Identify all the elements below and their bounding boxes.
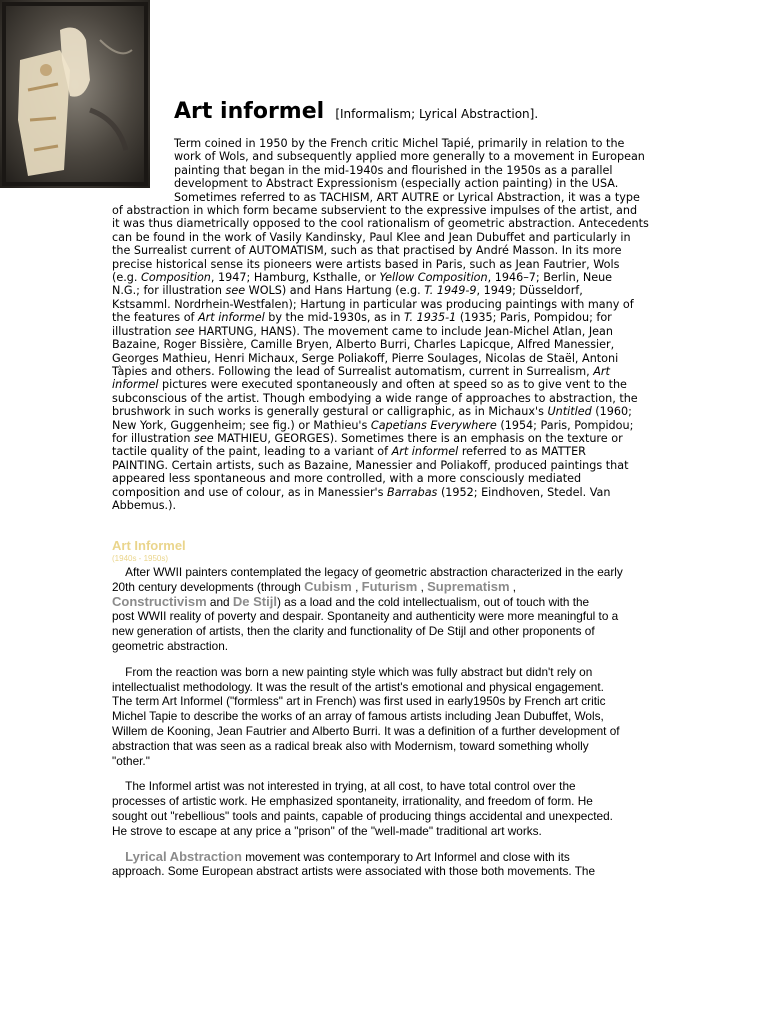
paragraph-line: [112, 754, 660, 769]
line-text: HARTUNG, HANS). The movement came to include Jean-Michel Atlan, Jean: [194, 324, 613, 338]
entry-line: [112, 432, 657, 445]
italic-text: T. 1949-9: [424, 284, 477, 298]
movement-keyword: Futurism: [361, 578, 418, 594]
line-text: (1952; Eindhoven, Stedel. Van: [437, 485, 611, 499]
title-subtitle: [Informalism; Lyrical Abstraction].: [335, 107, 539, 121]
paragraph-line: [112, 609, 660, 624]
entry-line: [112, 284, 657, 297]
entry-line: [112, 311, 657, 324]
paragraph-line: [112, 665, 660, 680]
line-text: ) as a load and the cold intellectualism, out of touch with the: [276, 594, 590, 609]
entry-line: [112, 150, 657, 163]
italic-text: see: [225, 284, 246, 298]
entry-line: [112, 445, 657, 458]
line-text: The term Art Informel ("formless" art in French) was first used in early1950s by French art critic: [112, 694, 606, 709]
line-text: development to Abstract Expressionism (especially action painting) in the USA.: [174, 177, 619, 191]
title-main: Art informel: [174, 99, 325, 124]
line-text: After WWII painters contemplated the legacy of geometric abstraction characterized in the early: [112, 565, 623, 579]
line-text: ,: [509, 579, 517, 594]
italic-text: T. 1935-1: [404, 311, 457, 325]
entry-line: [112, 325, 657, 338]
entry-line: [112, 298, 657, 311]
paragraph-line: [112, 624, 660, 639]
entry-line: [112, 365, 657, 378]
entry-line: [112, 419, 657, 432]
line-text: work of Wols, and subsequently applied more generally to a movement in European: [174, 150, 645, 164]
line-text: intellectualist methodology. It was the result of the artist's emotional and physical engagement.: [112, 679, 604, 694]
line-text: of abstraction in which form became subservient to the expressive impulses of the artist, and: [112, 204, 638, 218]
line-text: composition and use of colour, as in Manessier's: [112, 485, 388, 499]
art-informel-section: [112, 538, 660, 890]
line-text: Abbemus.).: [112, 498, 177, 512]
entry-line: [112, 499, 657, 512]
line-text: and: [206, 594, 233, 609]
italic-text: see: [194, 431, 214, 445]
line-text: N.G.; for illustration: [112, 284, 226, 298]
line-text: referred to as MATTER: [458, 445, 586, 459]
line-text: new generation of artists, then the clarity and functionality of De Stijl and other proponents of: [112, 624, 595, 639]
line-text: , 1946–7; Berlin, Neue: [487, 271, 613, 285]
line-text: tactile quality of the paint, leading to a variant of: [112, 445, 392, 459]
paragraph-line: [112, 595, 660, 610]
paragraph-line: [112, 864, 660, 879]
line-text: 20th century developments (through: [112, 579, 305, 594]
line-text: processes of artistic work. He emphasized spontaneity, irrationality, and freedom of form. He: [112, 794, 593, 809]
line-text: the Surrealist current of AUTOMATISM, such as that practised by André Masson. In its more: [112, 244, 622, 258]
entry-line: [112, 217, 657, 230]
entry-line: [112, 405, 657, 418]
line-text: (1935; Paris, Pompidou; for: [456, 311, 612, 325]
dictionary-entry-text: [112, 137, 657, 512]
movement-keyword: De Stijl: [232, 593, 277, 609]
section-paragraph: [112, 665, 660, 769]
movement-keyword: Constructivism: [112, 593, 207, 609]
movement-keyword: Lyrical Abstraction: [125, 848, 242, 864]
line-text: by the mid-1930s, as in: [264, 311, 405, 325]
italic-text: Capetians Everywhere: [370, 418, 497, 432]
line-text: Georges Mathieu, Henri Michaux, Serge Poliakoff, Pierre Soulages, Nicolas de Staël, Antoni: [112, 351, 619, 365]
line-text: WOLS) and Hans Hartung (e.g.: [245, 284, 425, 298]
line-text: "other.": [112, 753, 150, 768]
movement-keyword: Suprematism: [427, 578, 510, 594]
line-text: Michel Tapie to describe the works of an array of famous artists including Jean Dubuffet, Wols,: [112, 709, 604, 724]
entry-line: [112, 137, 657, 150]
line-text: PAINTING. Certain artists, such as Bazaine, Manessier and Poliakoff, produced paintings that: [112, 458, 629, 472]
line-text: Willem de Kooning, Jean Fautrier and Alberto Burri. It was a definition of a further development of: [112, 723, 620, 738]
section-title: Art Informel: [112, 538, 186, 553]
line-text: movement was contemporary to Art Informel and close with its: [241, 849, 570, 864]
italic-text: Untitled: [547, 405, 592, 419]
entry-line: [112, 486, 657, 499]
line-text: ,: [417, 579, 428, 594]
entry-line: [112, 204, 657, 217]
line-text: painting that began in the mid-1940s and flourished in the 1950s as a parallel: [174, 163, 613, 177]
entry-line: [112, 459, 657, 472]
line-text: precise historical sense its pioneers were artists based in Paris, such as Jean Fautrier, Wols: [112, 257, 620, 271]
article-title: [174, 88, 538, 126]
italic-text: informel: [112, 378, 159, 392]
paragraph-line: [112, 824, 660, 839]
movement-keyword: Cubism: [304, 578, 352, 594]
line-text: post WWII reality of poverty and despair. Spontaneity and authenticity were more meaningful to a: [112, 609, 619, 624]
entry-line: [112, 392, 657, 405]
paragraph-line: [112, 794, 660, 809]
entry-line: [112, 352, 657, 365]
line-text: Term coined in 1950 by the French critic Michel Tapié, primarily in relation to the: [174, 137, 625, 150]
paragraph-line: [112, 809, 660, 824]
entry-line: [112, 244, 657, 257]
paragraph-line: [112, 709, 660, 724]
section-dates: (1940s - 1950s): [112, 554, 169, 563]
line-text: subconscious of the artist. Though embodying a wide range of approaches to abstraction, the: [112, 391, 638, 405]
entry-line: [112, 258, 657, 271]
line-text: ,: [351, 579, 362, 594]
italic-text: Yellow Composition: [379, 271, 488, 285]
line-text: the features of: [112, 311, 199, 325]
italic-text: see: [175, 324, 195, 338]
paragraph-line: [112, 680, 660, 695]
paragraph-line: [112, 739, 660, 754]
entry-line: [112, 271, 657, 284]
italic-text: Art informel: [391, 445, 459, 459]
line-text: MATHIEU, GEORGES). Sometimes there is an emphasis on the texture or: [213, 431, 623, 445]
section-paragraph: [112, 779, 660, 838]
line-text: (1960;: [591, 405, 632, 419]
paragraph-line: [112, 694, 660, 709]
line-text: geometric abstraction.: [112, 638, 229, 653]
paragraph-line: [112, 565, 660, 580]
line-text: (e.g.: [112, 271, 142, 285]
line-text: abstraction that was seen as a radical break also with Modernism, toward something wholly: [112, 738, 589, 753]
line-text: Sometimes referred to as TACHISM, ART AUTRE or Lyrical Abstraction, it was a type: [174, 190, 640, 204]
paragraph-line: [112, 580, 660, 595]
entry-line: [112, 191, 657, 204]
line-text: Kstsamml. Nordrhein-Westfalen); Hartung in particular was producing paintings with many of: [112, 297, 634, 311]
section-body: [112, 565, 660, 879]
line-text: , 1949; Düsseldorf,: [476, 284, 583, 298]
italic-text: Composition: [141, 271, 211, 285]
section-paragraph: [112, 565, 660, 654]
line-text: approach. Some European abstract artists were associated with those both movements. The: [112, 864, 596, 879]
line-text: The Informel artist was not interested in trying, at all cost, to have total control over the: [112, 779, 576, 794]
line-text: for illustration: [112, 431, 195, 445]
line-text: Bazaine, Roger Bissière, Camille Bryen, Alberto Burri, Charles Lapicque, Alfred Manessier,: [112, 338, 615, 352]
paragraph-line: [112, 779, 660, 794]
entry-line: [112, 231, 657, 244]
line-text: can be found in the work of Vasily Kandinsky, Paul Klee and Jean Dubuffet and particularly in: [112, 230, 631, 244]
line-text: pictures were executed spontaneously and often at speed so as to give vent to the: [158, 378, 627, 392]
line-text: sought out "rebellious" tools and paints, capable of producing things accidental and unexpected.: [112, 808, 613, 823]
entry-line: [112, 177, 657, 190]
paragraph-line: [112, 639, 660, 654]
line-text: (1954; Paris, Pompidou;: [496, 418, 634, 432]
line-text: New York, Guggenheim; see fig.) or Mathieu's: [112, 418, 371, 432]
entry-line: [112, 338, 657, 351]
line-text: Tàpies and others. Following the lead of Surrealist automatism, current in Surrealism,: [112, 364, 594, 378]
paragraph-line: [112, 724, 660, 739]
entry-line: [112, 472, 657, 485]
section-paragraph: [112, 850, 660, 880]
italic-text: Art informel: [198, 311, 265, 325]
line-text: From the reaction was born a new painting style which was fully abstract but didn't rely on: [112, 664, 593, 679]
line-text: He strove to escape at any price a "prison" of the "well-made" traditional art works.: [112, 823, 542, 838]
italic-text: Barrabas: [387, 485, 438, 499]
entry-line: [112, 378, 657, 391]
line-text: it was thus diametrically opposed to the cool rationalism of geometric abstraction. Antecedents: [112, 217, 649, 231]
line-text: appeared less spontaneous and more controlled, with a more consciously mediated: [112, 472, 582, 486]
line-text: , 1947; Hamburg, Ksthalle, or: [210, 271, 380, 285]
line-text: [112, 850, 125, 864]
line-text: illustration: [112, 324, 176, 338]
line-text: brushwork in such works is generally gestural or calligraphic, as in Michaux's: [112, 405, 548, 419]
paragraph-line: [112, 850, 660, 865]
entry-line: [112, 164, 657, 177]
italic-text: Art: [593, 364, 610, 378]
